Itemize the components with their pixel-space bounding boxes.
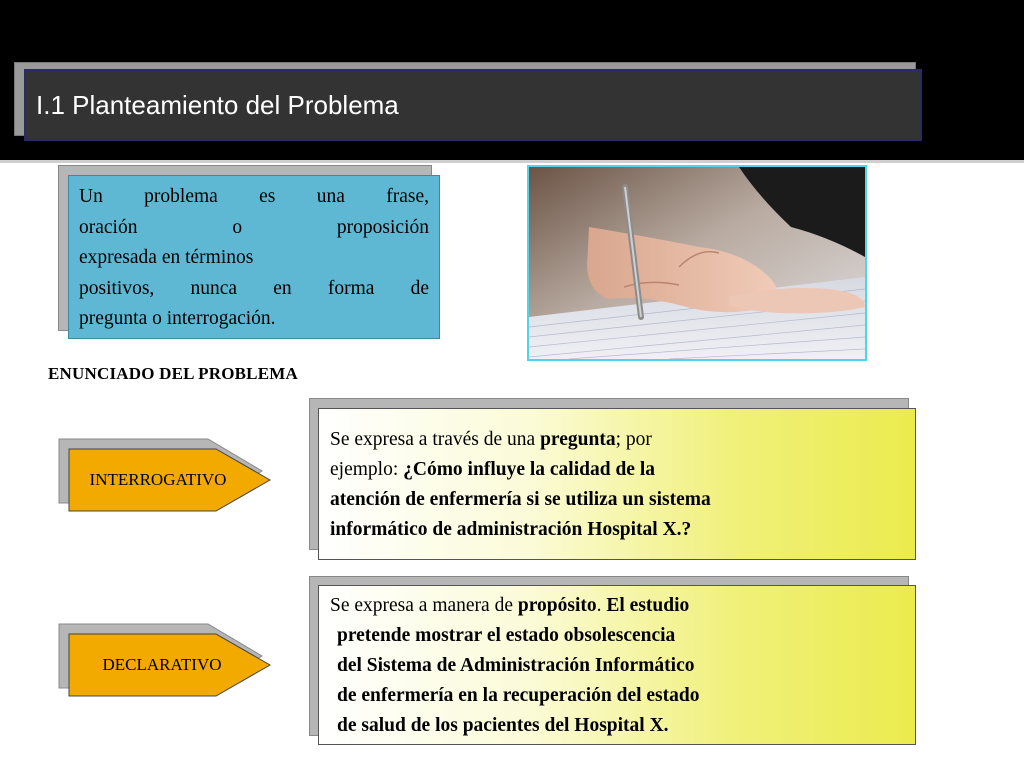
text-line: [330, 651, 910, 681]
text-line: [330, 591, 910, 621]
title-box: [24, 69, 922, 141]
section-heading: ENUNCIADO DEL PROBLEMA: [48, 364, 298, 383]
text-span: Se expresa a manera de: [330, 595, 518, 616]
text-line: [330, 515, 910, 545]
text-bold: pretende mostrar el estado obsolescencia: [337, 625, 676, 646]
text-bold: propósito: [517, 595, 597, 616]
writing-hand-icon: [529, 167, 865, 359]
text-line: [330, 485, 910, 515]
text-bold: del Sistema de Administración Informático: [337, 655, 695, 676]
interrogativo-label: INTERROGATIVO: [89, 470, 227, 489]
text-bold: de salud de los pacientes del Hospital X.: [337, 715, 669, 736]
writing-hand-photo: [527, 165, 867, 361]
definition-line: positivos, nunca en forma de: [79, 277, 429, 299]
text-bold: de enfermería en la recuperación del estado: [337, 685, 700, 706]
interrogativo-arrow: [68, 448, 272, 512]
declarativo-arrow: [68, 633, 272, 697]
interrogativo-box: [318, 408, 916, 560]
definition-line: pregunta o interrogación.: [79, 308, 276, 329]
text-line: [330, 455, 910, 485]
definition-line: expresada en términos: [79, 247, 254, 268]
text-line: [330, 711, 910, 741]
declarativo-label: DECLARATIVO: [102, 655, 222, 674]
text-bold: pregunta: [540, 429, 616, 450]
text-bold: ¿Cómo influye la calidad de la: [403, 459, 656, 480]
text-line: [330, 621, 910, 651]
text-span: ; por: [615, 429, 652, 450]
text-span: .: [596, 595, 607, 616]
separator-line: [0, 160, 1024, 163]
text-bold: atención de enfermería si se utiliza un sistema: [330, 489, 711, 510]
definition-line: Un problema es una frase,: [79, 186, 429, 207]
text-line: [330, 681, 910, 711]
text-bold: informático de administración Hospital X.?: [330, 519, 692, 540]
declarativo-box: [318, 585, 916, 745]
text-span: Se expresa a través de una: [330, 429, 541, 450]
definition-line: oración o proposición: [79, 216, 429, 238]
text-span: ejemplo:: [330, 459, 404, 480]
definition-box: [68, 175, 440, 339]
interrogativo-text: [330, 425, 910, 545]
definition-text: [79, 182, 429, 335]
text-line: [330, 425, 910, 455]
declarativo-text: [330, 591, 910, 741]
text-bold: El estudio: [606, 595, 690, 616]
slide-title: I.1 Planteamiento del Problema: [36, 90, 399, 120]
